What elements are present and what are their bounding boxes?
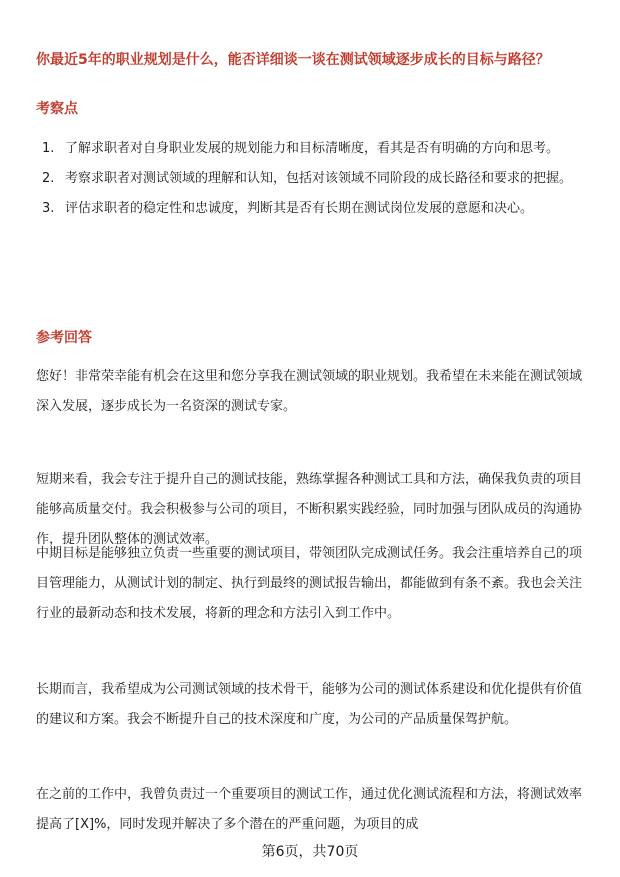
list-item — [36, 164, 584, 194]
list-number: 1. — [42, 141, 55, 156]
answer-paragraph: 您好！非常荣幸能有机会在这里和您分享我在测试领域的职业规划。我希望在未来能在测试领域深入发展，逐步成长为一名资深的测试专家。 — [36, 369, 583, 414]
page-number: 第6页，共70页 — [261, 844, 359, 860]
list-item-text: 评估求职者的稳定性和忠诚度，判断其是否有长期在测试岗位发展的意愿和决心。 — [65, 201, 534, 216]
points-list — [36, 134, 584, 224]
list-number: 3. — [42, 201, 55, 216]
list-item — [36, 194, 584, 224]
answer-paragraph: 在之前的工作中，我曾负责过一个重要项目的测试工作，通过优化测试流程和方法，将测试效率提高了[X]%，同时发现并解决了多个潜在的严重问题，为项目的成 — [36, 787, 583, 832]
list-item-text: 了解求职者对自身职业发展的规划能力和目标清晰度，看其是否有明确的方向和思考。 — [65, 141, 560, 156]
question-title: 你最近5年的职业规划是什么，能否详细谈一谈在测试领域逐步成长的目标与路径？ — [36, 52, 550, 68]
answer-paragraph: 长期而言，我希望成为公司测试领域的技术骨干，能够为公司的测试体系建设和优化提供有价值的建议和方案。我会不断提升自己的技术深度和广度，为公司的产品质量保驾护航。 — [36, 682, 583, 727]
list-item-text: 考察求职者对测试领域的理解和认知，包括对该领域不同阶段的成长路径和要求的把握。 — [65, 171, 573, 186]
list-number: 2. — [42, 171, 55, 186]
answer-paragraph: 短期来看，我会专注于提升自己的测试技能，熟练掌握各种测试工具和方法，确保我负责的项目能够高质量交付。我会积极参与公司的项目，不断积累实践经验，同时加强与团队成员的沟通协作，提升团队整体的测试效率。 — [36, 472, 583, 547]
section-heading-points: 考察点 — [36, 101, 78, 117]
section-heading-answer: 参考回答 — [36, 330, 92, 346]
list-item — [36, 134, 584, 164]
answer-paragraph: 中期目标是能够独立负责一些重要的测试项目，带领团队完成测试任务。我会注重培养自己的项目管理能力，从测试计划的制定、执行到最终的测试报告输出，都能做到有条不紊。我也会关注行业的最新动态和技术发展，将新的理念和方法引入到工作中。 — [36, 546, 583, 621]
